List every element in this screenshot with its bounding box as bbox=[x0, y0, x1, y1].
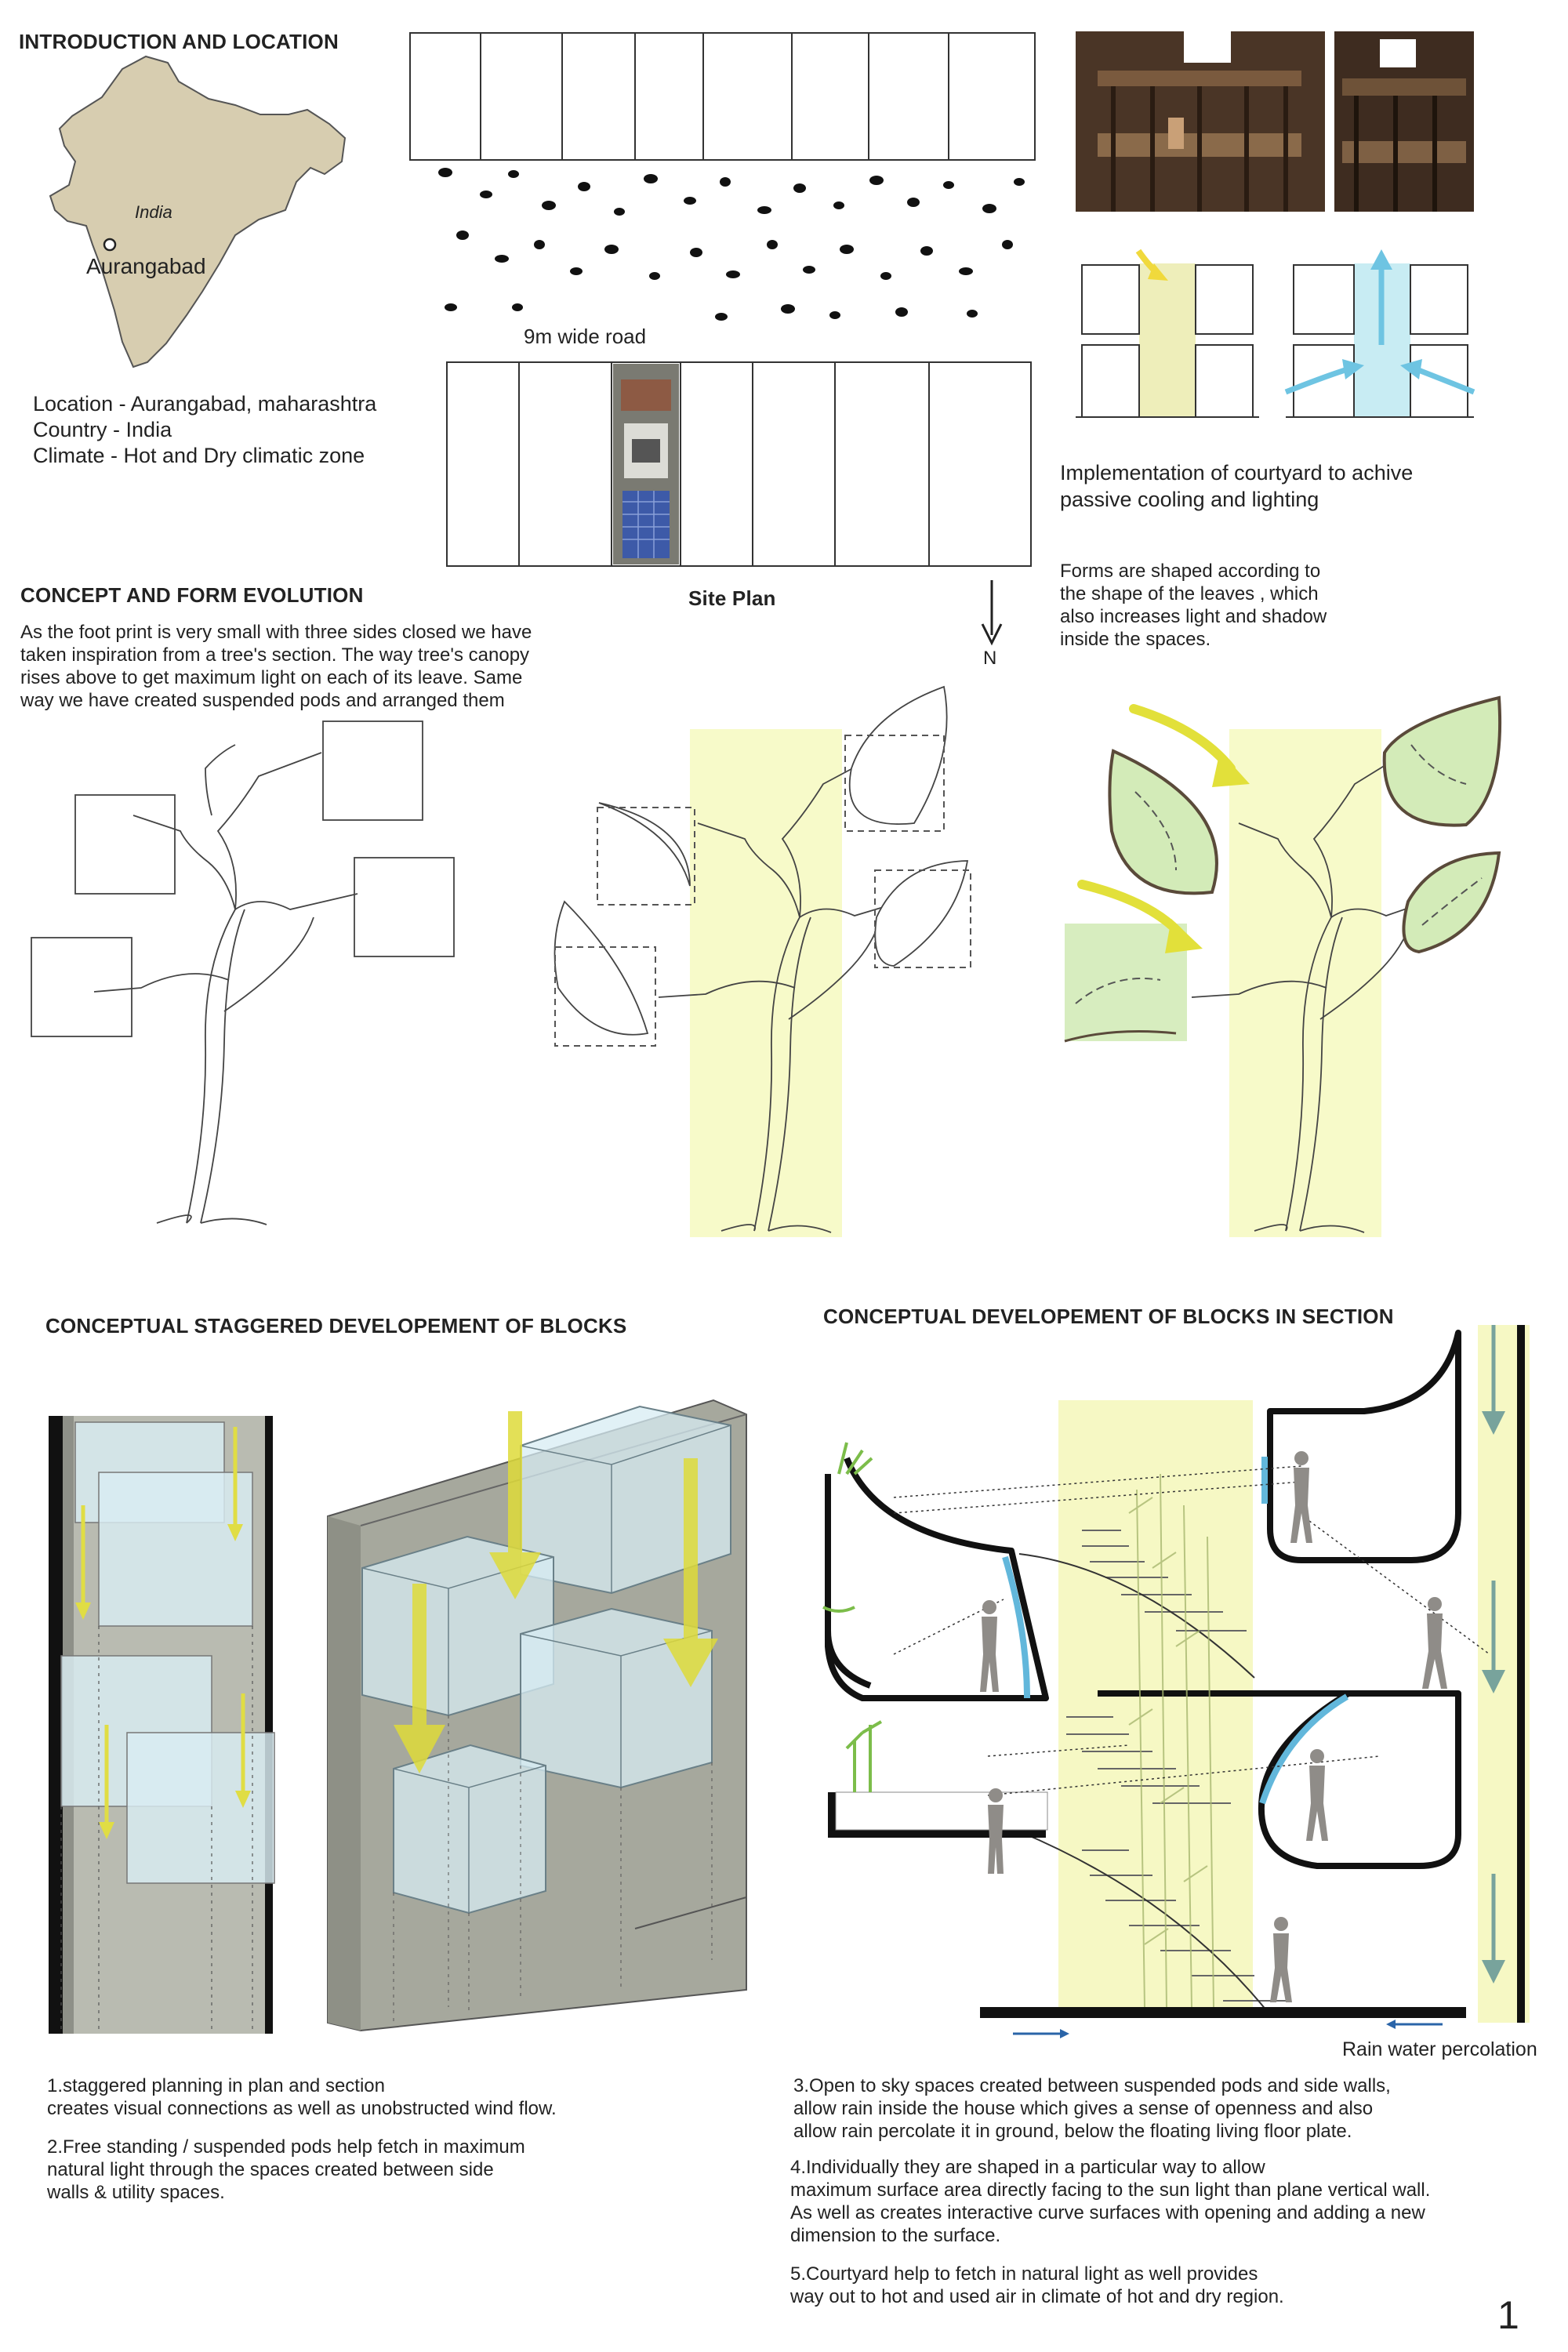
tree-icon-2 bbox=[555, 687, 971, 1237]
staggered-plan-view bbox=[49, 1416, 274, 2034]
map-country-label: India bbox=[135, 202, 172, 222]
site-plan-bottom-plots bbox=[447, 362, 1031, 566]
courtyard-caption: Implementation of courtyard to achive passive cooling and lighting bbox=[1060, 461, 1414, 511]
section-note-3: 3.Open to sky spaces created between suspended pods and side walls, allow rain inside the house which gives a sense of openness and also allow rain percolate it in ground, below the floating living floor plate. bbox=[793, 2075, 1391, 2142]
road-trees bbox=[438, 168, 1025, 321]
staggered-note-1: 1.staggered planning in plan and section creates visual connections as well as unobstructed wind flow. bbox=[47, 2075, 557, 2119]
staggered-isometric-view bbox=[328, 1400, 746, 2031]
climate-line: Climate - Hot and Dry climatic zone bbox=[33, 444, 365, 467]
section-note-4: 4.Individually they are shaped in a particular way to allow maximum surface area directly facing to the sun light than plane vertical wall. As well as creates interactive curve surfaces with opening and adding a new dimension to the surface. bbox=[790, 2157, 1431, 2246]
rain-percolation-label: Rain water percolation bbox=[1342, 2038, 1537, 2060]
courtyard-diagram-cooling bbox=[1286, 249, 1474, 417]
site-aerial-photo bbox=[613, 364, 679, 564]
tree-icon-1 bbox=[31, 721, 454, 1225]
concept-body: As the foot print is very small with three sides closed we have taken inspiration from a tree's section. The way tree's canopy rises above to get maximum light on each of its leave. Same way we have created suspended pods and arranged them bbox=[20, 622, 532, 711]
courtyard-photo-2 bbox=[1334, 31, 1474, 212]
north-label: N bbox=[983, 648, 997, 669]
north-arrow-icon bbox=[982, 580, 1001, 643]
india-map-icon bbox=[50, 56, 345, 367]
staggered-heading: CONCEPTUAL STAGGERED DEVELOPEMENT OF BLOCKS bbox=[45, 1314, 627, 1338]
tree-icon-3 bbox=[1065, 698, 1500, 1237]
location-line: Location - Aurangabad, maharashtra bbox=[33, 392, 377, 416]
courtyard-photo-1 bbox=[1076, 31, 1325, 212]
staggered-note-2: 2.Free standing / suspended pods help fetch in maximum natural light through the spaces created between side walls & utility spaces. bbox=[47, 2136, 525, 2203]
section-heading: CONCEPTUAL DEVELOPEMENT OF BLOCKS IN SECTION bbox=[823, 1305, 1394, 1328]
forms-note: Forms are shaped according to the shape of the leaves , which also increases light and shadow inside the spaces. bbox=[1060, 561, 1327, 650]
map-city-label: Aurangabad bbox=[86, 254, 206, 278]
road-label: 9m wide road bbox=[524, 325, 647, 348]
intro-heading: INTRODUCTION AND LOCATION bbox=[19, 30, 339, 53]
courtyard-diagram-lighting bbox=[1076, 251, 1259, 417]
site-plan-top-plots bbox=[410, 33, 1035, 160]
section-note-5: 5.Courtyard help to fetch in natural light as well provides way out to hot and used air in climate of hot and dry region. bbox=[790, 2263, 1284, 2307]
concept-heading: CONCEPT AND FORM EVOLUTION bbox=[20, 583, 364, 607]
page-number: 1 bbox=[1497, 2293, 1519, 2337]
country-line: Country - India bbox=[33, 418, 172, 441]
site-plan-label: Site Plan bbox=[688, 586, 776, 610]
